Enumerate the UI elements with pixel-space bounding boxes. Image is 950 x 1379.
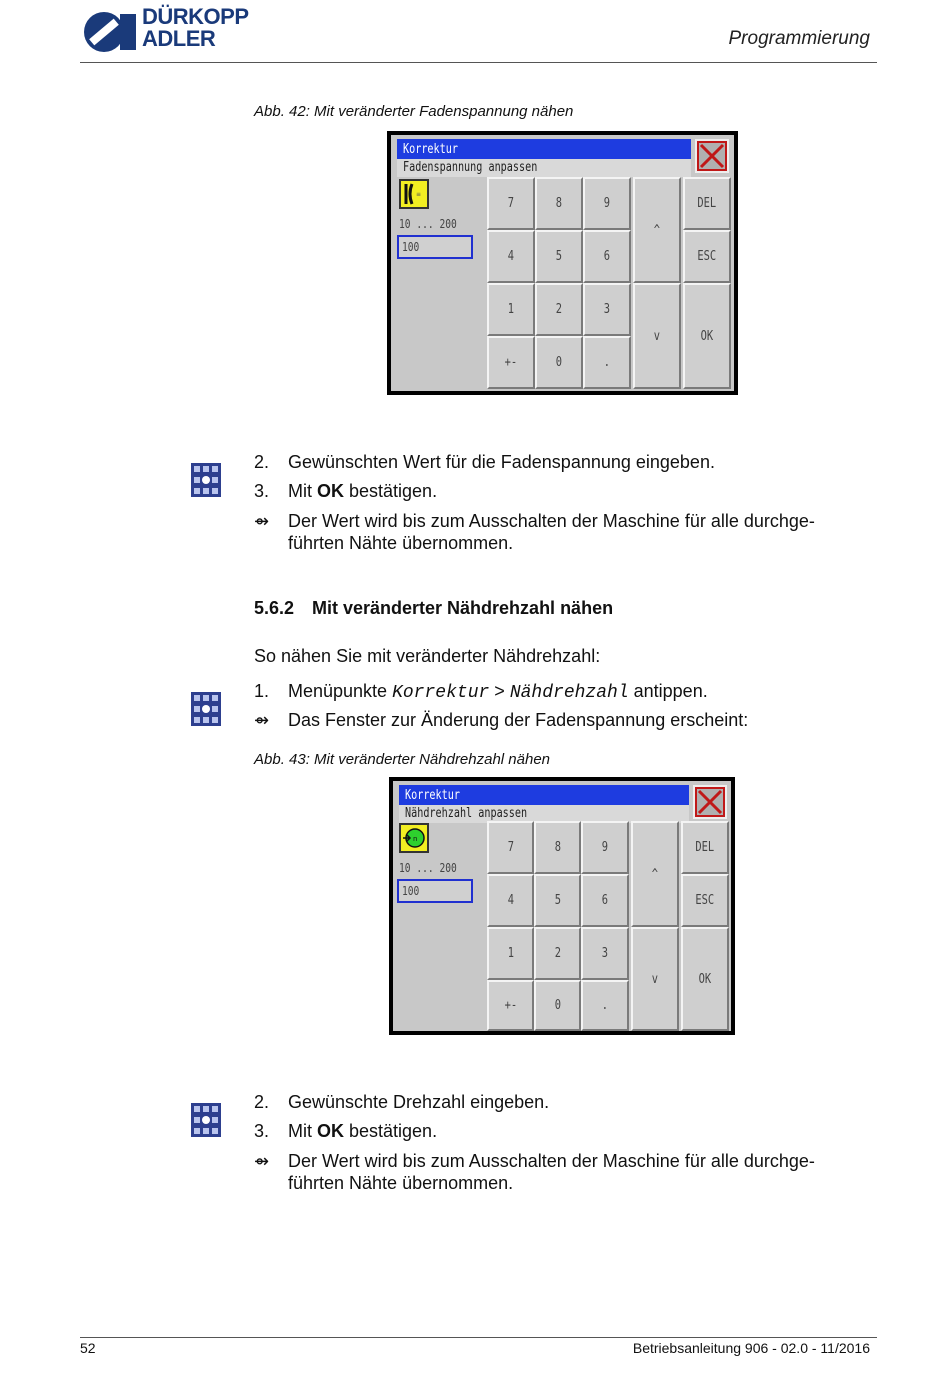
key-8[interactable]: 8	[535, 177, 583, 230]
value-field[interactable]: 100	[397, 879, 473, 903]
key-6[interactable]: 6	[583, 230, 631, 283]
figure-43-caption: Abb. 43: Mit veränderter Nähdrehzahl nähen	[254, 751, 551, 768]
panel-titlebar	[399, 785, 689, 823]
thread-tension-icon	[399, 179, 429, 209]
footer-divider	[80, 1337, 877, 1338]
key-up[interactable]: ^	[631, 821, 679, 927]
key-9[interactable]: 9	[583, 177, 631, 230]
key-1[interactable]: 1	[487, 283, 535, 336]
key-4[interactable]: 4	[487, 230, 535, 283]
document-id: Betriebsanleitung 906 - 02.0 - 11/2016	[632, 1340, 870, 1356]
key-decimal[interactable]: .	[581, 980, 629, 1031]
list-item-result: ⇴ Der Wert wird bis zum Ausschalten der Maschine für alle durchge- führten Nähte übernommen.	[254, 1151, 815, 1193]
value-range: 10 ... 200	[399, 861, 457, 875]
svg-text:≡: ≡	[416, 191, 422, 198]
key-down[interactable]: v	[633, 283, 681, 389]
figure-42-panel	[387, 131, 738, 395]
operator-icon	[190, 1102, 222, 1138]
panel-title: Korrektur	[405, 788, 460, 803]
key-5[interactable]: 5	[535, 230, 583, 283]
page-number: 52	[80, 1340, 96, 1356]
figure-43-panel	[389, 777, 735, 1035]
result-arrow-icon: ⇴	[254, 1151, 270, 1171]
panel-titlebar	[397, 139, 691, 177]
key-4[interactable]: 4	[487, 874, 534, 927]
key-2[interactable]: 2	[534, 927, 581, 980]
logo-text: DÜRKOPP ADLER	[142, 4, 249, 51]
key-1[interactable]: 1	[487, 927, 534, 980]
figure-42-caption: Abb. 42: Mit veränderter Fadenspannung nähen	[254, 103, 574, 120]
key-del[interactable]: DEL	[681, 821, 729, 874]
close-button[interactable]	[693, 785, 727, 819]
value-field[interactable]: 100	[397, 235, 473, 259]
operator-icon	[190, 691, 222, 727]
panel-subtitle: Fadenspannung anpassen	[403, 160, 538, 175]
list-item-result: ⇴ Das Fenster zur Änderung der Fadenspannung erscheint:	[254, 710, 749, 730]
list-item: 2. Gewünschten Wert für die Fadenspannung eingeben.	[254, 452, 715, 472]
key-down[interactable]: v	[631, 927, 679, 1031]
key-0[interactable]: 0	[534, 980, 581, 1031]
panel-title: Korrektur	[403, 142, 458, 157]
key-del[interactable]: DEL	[683, 177, 731, 230]
list-item: 3. Mit OK bestätigen.	[254, 481, 438, 501]
close-icon	[697, 141, 727, 171]
section-intro: So nähen Sie mit veränderter Nähdrehzahl:	[254, 646, 601, 666]
key-plus-minus[interactable]: +-	[487, 336, 535, 389]
key-6[interactable]: 6	[581, 874, 629, 927]
list-item-result: ⇴ Der Wert wird bis zum Ausschalten der Maschine für alle durchge- führten Nähte übernommen.	[254, 511, 815, 553]
key-ok[interactable]: OK	[683, 283, 731, 389]
key-3[interactable]: 3	[581, 927, 629, 980]
result-arrow-icon: ⇴	[254, 710, 270, 730]
list-item: 3. Mit OK bestätigen.	[254, 1121, 438, 1141]
key-esc[interactable]: ESC	[681, 874, 729, 927]
key-9[interactable]: 9	[581, 821, 629, 874]
key-up[interactable]: ^	[633, 177, 681, 283]
section-heading: 5.6.2 Mit veränderter Nähdrehzahl nähen	[254, 598, 614, 618]
header-divider	[80, 62, 877, 63]
result-arrow-icon: ⇴	[254, 511, 270, 531]
key-3[interactable]: 3	[583, 283, 631, 336]
value-range: 10 ... 200	[399, 217, 457, 231]
svg-text:n: n	[413, 835, 418, 843]
key-7[interactable]: 7	[487, 177, 535, 230]
duerkopp-adler-logo	[80, 8, 140, 56]
key-decimal[interactable]: .	[583, 336, 631, 389]
key-esc[interactable]: ESC	[683, 230, 731, 283]
panel-subtitle: Nähdrehzahl anpassen	[405, 806, 528, 821]
key-8[interactable]: 8	[534, 821, 581, 874]
key-0[interactable]: 0	[535, 336, 583, 389]
key-5[interactable]: 5	[534, 874, 581, 927]
close-button[interactable]	[695, 139, 729, 173]
key-2[interactable]: 2	[535, 283, 583, 336]
key-7[interactable]: 7	[487, 821, 534, 874]
list-item: 2. Gewünschte Drehzahl eingeben.	[254, 1092, 550, 1112]
key-plus-minus[interactable]: +-	[487, 980, 534, 1031]
list-item: 1. Menüpunkte Korrektur > Nähdrehzahl antippen.	[254, 681, 708, 703]
header-section-title: Programmierung	[728, 28, 870, 49]
speed-icon	[399, 823, 429, 853]
key-ok[interactable]: OK	[681, 927, 729, 1031]
close-icon	[695, 787, 725, 817]
operator-icon	[190, 462, 222, 498]
